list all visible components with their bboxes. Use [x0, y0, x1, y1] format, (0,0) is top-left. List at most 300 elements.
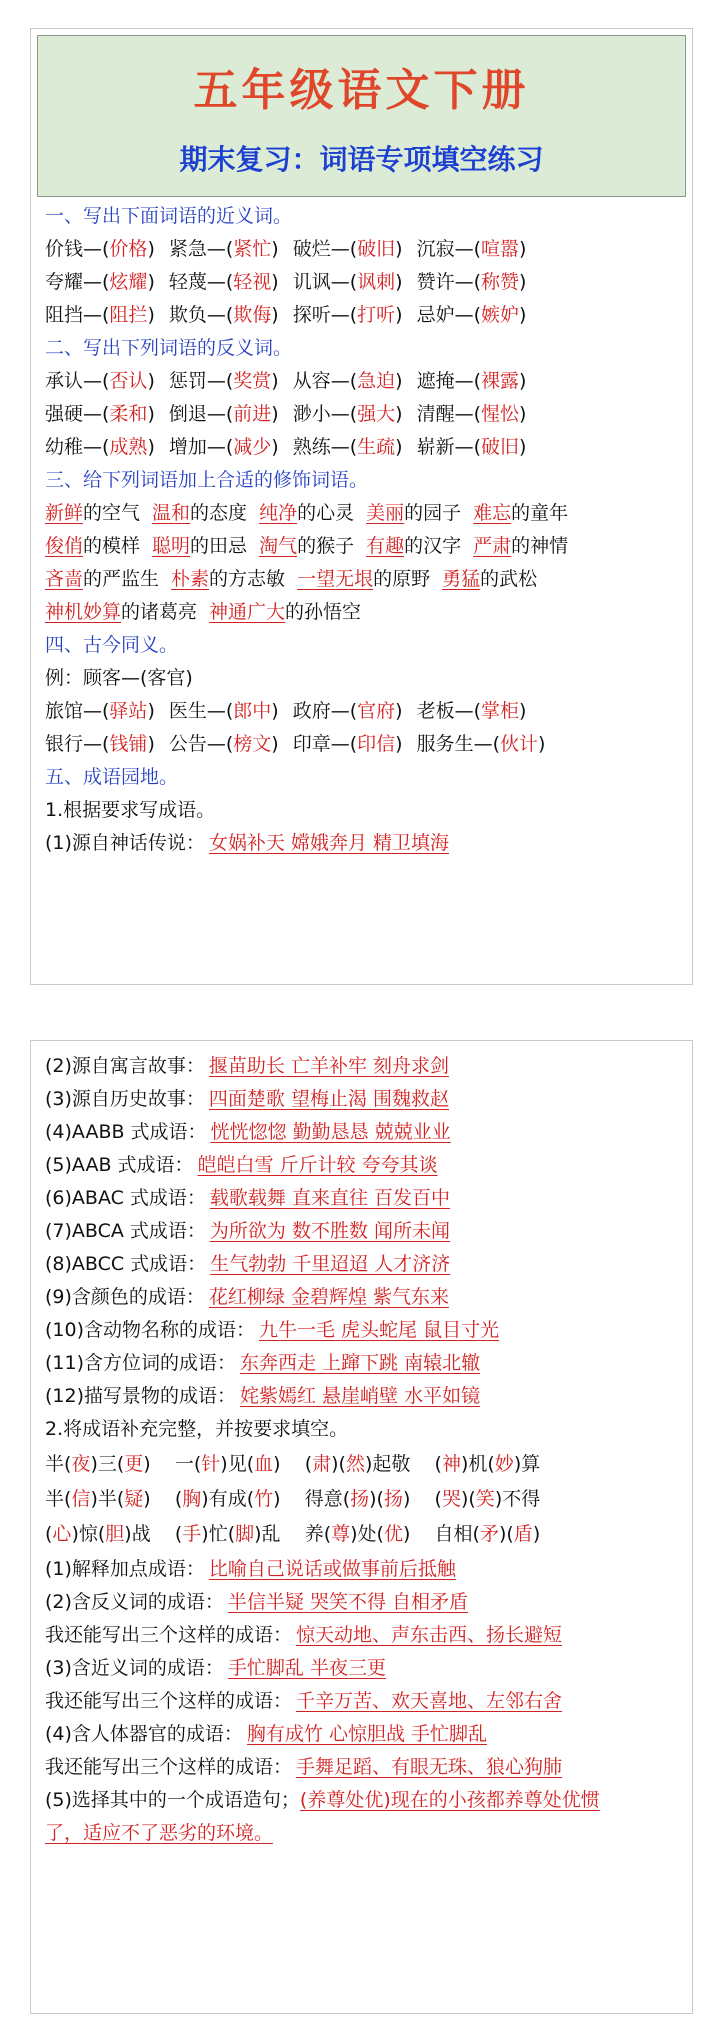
word-prompt: 忌妒—(: [416, 304, 481, 326]
paren-close: ): [519, 403, 527, 425]
paren-close: ): [271, 370, 279, 392]
word-pair: [293, 300, 403, 330]
idiom-answer: 东奔西走 上蹿下跳 南辕北辙: [240, 1352, 481, 1374]
answer-word: 钱铺: [109, 733, 148, 755]
modifier-answer: 神机妙算: [45, 601, 122, 623]
word-prompt: 紧急—(: [168, 238, 234, 260]
ancient-modern-row: [45, 696, 684, 726]
noun-phrase: 的诸葛亮: [121, 601, 198, 623]
question-label: (1)解释加点成语：: [45, 1558, 205, 1580]
noun-phrase: 的武松: [480, 568, 538, 590]
filled-char: 针: [201, 1453, 221, 1475]
paren-close: ): [147, 238, 155, 260]
modifier-phrase: [297, 564, 430, 594]
question-label: (1)源自神话传说：: [45, 832, 205, 854]
idiom-part: ) (: [273, 1453, 313, 1475]
idiom-part: )乱 养(: [254, 1523, 332, 1545]
noun-phrase: 的田忌: [190, 535, 248, 557]
modifier-phrase: [45, 597, 197, 627]
synonym-row: [45, 267, 684, 297]
question-label: (5)AAB 式成语：: [45, 1154, 194, 1176]
paren-close: ): [147, 403, 155, 425]
filled-char: 盾: [513, 1523, 533, 1545]
word-pair: [169, 300, 279, 330]
idiom-question: [45, 1051, 684, 1081]
modifier-answer: 勇猛: [442, 568, 481, 590]
qa-answer: 半信半疑 哭笑不得 自相矛盾: [227, 1591, 469, 1613]
modifier-phrase: [152, 531, 247, 561]
modifier-phrase: [259, 531, 354, 561]
word-pair: [169, 696, 279, 726]
idiom-part: )(: [498, 1523, 514, 1545]
sentence-question: [45, 1785, 684, 1815]
idiom-question: [45, 1216, 684, 1246]
word-prompt: 阻挡—(: [45, 304, 110, 326]
paren-close: ): [395, 304, 403, 326]
answer-word: 官府: [357, 700, 396, 722]
antonym-row: [45, 432, 684, 462]
word-pair: [293, 366, 403, 396]
section-heading-4: [45, 630, 684, 660]
answer-word: 否认: [109, 370, 148, 392]
question-label: (9)含颜色的成语：: [45, 1286, 205, 1308]
word-prompt: 旅馆—(: [45, 700, 110, 722]
noun-phrase: 的心灵: [297, 502, 355, 524]
word-pair: [417, 696, 527, 726]
idiom-part: ) (: [402, 1488, 442, 1510]
idiom-qa: [45, 1620, 684, 1650]
noun-phrase: 的园子: [404, 502, 462, 524]
idiom-answer: 花红柳绿 金碧辉煌 紫气东来: [208, 1286, 450, 1308]
word-pair: [293, 267, 403, 297]
modifier-phrase: [259, 498, 354, 528]
word-pair: [417, 399, 527, 429]
answer-word: 讽刺: [357, 271, 396, 293]
modifier-answer: 有趣: [366, 535, 405, 557]
idiom-part: ) 得意(: [273, 1488, 351, 1510]
ancient-modern-row: [45, 729, 684, 759]
word-prompt: 公告—(: [168, 733, 234, 755]
word-pair: [45, 267, 155, 297]
idiom-answer: 揠苗助长 亡羊补牢 刻舟求剑: [208, 1055, 450, 1077]
answer-word: 称赞: [481, 271, 520, 293]
modifier-phrase: [45, 531, 140, 561]
idiom-part: )忙(: [201, 1523, 236, 1545]
synonym-row: [45, 234, 684, 264]
word-pair: [45, 234, 155, 264]
answer-word: 掌柜: [481, 700, 520, 722]
modifier-answer: 纯净: [259, 502, 298, 524]
question-label: 我还能写出三个这样的成语：: [45, 1756, 293, 1778]
noun-phrase: 的孙悟空: [285, 601, 362, 623]
paren-close: ): [147, 436, 155, 458]
word-pair: [293, 432, 403, 462]
word-pair: [169, 729, 279, 759]
idiom-qa: [45, 1653, 684, 1683]
paren-close: ): [395, 403, 403, 425]
filled-char: 更: [124, 1453, 144, 1475]
paren-close: ): [519, 370, 527, 392]
word-pair: [417, 729, 546, 759]
modifier-answer: 神通广大: [209, 601, 286, 623]
paren-close: ): [395, 700, 403, 722]
modifier-phrase: [473, 498, 568, 528]
modifier-phrase: [366, 498, 461, 528]
idiom-answer: 四面楚歌 望梅止渴 围魏救赵: [208, 1088, 450, 1110]
question-label: (7)ABCA 式成语：: [45, 1220, 206, 1242]
idiom-part: )(: [460, 1488, 476, 1510]
page-title: 五年级语文下册: [193, 65, 530, 116]
modifier-phrase: [366, 531, 461, 561]
idiom-fill-row: [45, 1519, 684, 1549]
word-pair: [169, 267, 279, 297]
idiom-part: )处(: [350, 1523, 384, 1545]
word-prompt: 倒退—(: [168, 403, 234, 425]
idiom-answer: 生气勃勃 千里迢迢 人才济济: [210, 1253, 451, 1275]
answer-word: 急迫: [357, 370, 396, 392]
title-banner: [37, 35, 686, 197]
answer-word: 成熟: [109, 436, 148, 458]
word-pair: [45, 300, 155, 330]
answer-word: 打听: [357, 304, 396, 326]
idiom-part: )(: [369, 1488, 384, 1510]
question-label: (5)选择其中的一个成语造句；: [45, 1789, 300, 1811]
modifier-answer: 淘气: [259, 535, 298, 557]
modifier-answer: 聪明: [152, 535, 191, 557]
modifier-phrase: [45, 498, 140, 528]
word-prompt: 清醒—(: [416, 403, 481, 425]
idiom-question: [45, 1315, 684, 1345]
question-label: (2)含反义词的成语：: [45, 1591, 224, 1613]
word-pair: [169, 234, 279, 264]
modifier-phrase: [473, 531, 568, 561]
paren-close: ): [271, 403, 279, 425]
answer-word: 印信: [357, 733, 396, 755]
word-pair: [169, 366, 279, 396]
paren-close: ): [271, 436, 279, 458]
modifier-phrase: [45, 564, 159, 594]
qa-answer: 胸有成竹 心惊胆战 手忙脚乱: [246, 1723, 488, 1745]
word-prompt: 从容—(: [292, 370, 358, 392]
filled-char: 笑: [475, 1488, 495, 1510]
filled-char: 尊: [331, 1523, 351, 1545]
paren-close: ): [147, 370, 155, 392]
filled-char: 优: [383, 1523, 403, 1545]
word-pair: [169, 432, 279, 462]
idiom-question: [45, 1282, 684, 1312]
question-label: (10)含动物名称的成语：: [45, 1319, 256, 1341]
idiom-question: [45, 828, 684, 858]
filled-char: 然: [345, 1453, 365, 1475]
idiom-part: )有成(: [201, 1488, 255, 1510]
filled-char: 神: [441, 1453, 461, 1475]
word-prompt: 服务生—(: [416, 733, 500, 755]
noun-phrase: 的神情: [511, 535, 569, 557]
modifier-answer: 严肃: [473, 535, 512, 557]
word-prompt: 熟练—(: [292, 436, 358, 458]
idiom-part: ) 自相(: [402, 1523, 480, 1545]
question-label: 我还能写出三个这样的成语：: [45, 1690, 293, 1712]
paren-close: ): [271, 271, 279, 293]
paren-close: ): [538, 733, 546, 755]
answer-word: 惺忪: [481, 403, 520, 425]
idiom-part: 半(: [45, 1453, 72, 1475]
filled-char: 信: [71, 1488, 91, 1510]
word-prompt: 医生—(: [168, 700, 234, 722]
idiom-answer: 九牛一毛 虎头蛇尾 鼠目寸光: [259, 1319, 500, 1341]
idiom-part: )不得: [494, 1488, 541, 1510]
word-pair: [293, 399, 403, 429]
idiom-answer: 皑皑白雪 斤斤计较 夸夸其谈: [197, 1154, 438, 1176]
paren-close: ): [395, 271, 403, 293]
answer-word: 喧嚣: [481, 238, 520, 260]
modifier-phrase: [209, 597, 361, 627]
section-title: 一、写出下面词语的近义词。: [45, 205, 293, 227]
paren-close: ): [147, 700, 155, 722]
paren-close: ): [519, 304, 527, 326]
idiom-question: [45, 1117, 684, 1147]
idiom-qa: [45, 1587, 684, 1617]
answer-word: 轻视: [233, 271, 272, 293]
filled-char: 哭: [441, 1488, 461, 1510]
modifier-answer: 温和: [152, 502, 191, 524]
word-prompt: 夸耀—(: [45, 271, 110, 293]
modifier-row: [45, 531, 684, 561]
noun-phrase: 的态度: [190, 502, 248, 524]
idiom-qa: [45, 1719, 684, 1749]
answer-word: 柔和: [109, 403, 148, 425]
antonym-row: [45, 399, 684, 429]
modifier-answer: 朴素: [171, 568, 210, 590]
word-pair: [45, 729, 155, 759]
paren-close: ): [271, 700, 279, 722]
question-label: (3)含近义词的成语：: [45, 1657, 224, 1679]
question-label: (2)源自寓言故事：: [45, 1055, 205, 1077]
idiom-part: )机(: [460, 1453, 495, 1475]
answer-word: 前进: [233, 403, 272, 425]
idiom-part: )惊(: [71, 1523, 106, 1545]
qa-answer: 手忙脚乱 半夜三更: [227, 1657, 386, 1679]
word-pair: [417, 267, 527, 297]
word-pair: [45, 366, 155, 396]
modifier-answer: 俊俏: [45, 535, 84, 557]
answer-word: 生疏: [357, 436, 396, 458]
idiom-part: ) (: [143, 1488, 183, 1510]
word-prompt: 探听—(: [292, 304, 358, 326]
modifier-phrase: [152, 498, 247, 528]
idiom-answer: 姹紫嫣红 悬崖峭壁 水平如镜: [240, 1385, 481, 1407]
noun-phrase: 的童年: [511, 502, 569, 524]
idiom-question: [45, 1150, 684, 1180]
paren-close: ): [519, 271, 527, 293]
paren-close: ): [271, 733, 279, 755]
idiom-qa: [45, 1554, 684, 1584]
filled-char: 疑: [124, 1488, 144, 1510]
word-prompt: 沉寂—(: [416, 238, 481, 260]
filled-char: 竹: [254, 1488, 274, 1510]
idiom-answer: 载歌载舞 直来直往 百发百中: [209, 1187, 451, 1209]
word-pair: [45, 399, 155, 429]
answer-word: 价格: [109, 238, 148, 260]
modifier-phrase: [171, 564, 285, 594]
idiom-qa: [45, 1752, 684, 1782]
subsection-1: [45, 795, 684, 825]
idiom-fill-row: [45, 1484, 684, 1514]
paren-close: ): [271, 238, 279, 260]
paren-close: ): [395, 238, 403, 260]
modifier-answer: 一望无垠: [297, 568, 374, 590]
answer-word: 破旧: [357, 238, 396, 260]
word-prompt: 渺小—(: [292, 403, 358, 425]
question-label: (6)ABAC 式成语：: [45, 1187, 206, 1209]
paren-close: ): [147, 271, 155, 293]
idiom-question: [45, 1381, 684, 1411]
idiom-part: )算: [513, 1453, 541, 1475]
filled-char: 矛: [479, 1523, 499, 1545]
noun-phrase: 的严监生: [83, 568, 160, 590]
question-label: (11)含方位词的成语：: [45, 1352, 237, 1374]
word-prompt: 惩罚—(: [168, 370, 234, 392]
idiom-part: )战 (: [124, 1523, 183, 1545]
section-heading-2: [45, 333, 684, 363]
answer-word: 炫耀: [109, 271, 148, 293]
idiom-question: [45, 1084, 684, 1114]
answer-word: 强大: [357, 403, 396, 425]
paren-close: ): [519, 238, 527, 260]
antonym-row: [45, 366, 684, 396]
modifier-row: [45, 564, 684, 594]
word-prompt: 增加—(: [168, 436, 234, 458]
idiom-answer: 女娲补天 嫦娥奔月 精卫填海: [208, 832, 450, 854]
answer-word: 欺侮: [233, 304, 272, 326]
paren-close: ): [147, 304, 155, 326]
word-pair: [293, 696, 403, 726]
filled-char: 胆: [105, 1523, 125, 1545]
word-prompt: 幼稚—(: [45, 436, 110, 458]
qa-answer: 千辛万苦、欢天喜地、左邻右舍: [296, 1690, 563, 1712]
sentence-answer: (养尊处优)现在的小孩都养尊处优惯: [299, 1789, 600, 1811]
idiom-part: )(: [331, 1453, 346, 1475]
word-prompt: 轻蔑—(: [168, 271, 234, 293]
qa-answer: 惊天动地、声东击西、扬长避短: [296, 1624, 563, 1646]
answer-word: 减少: [233, 436, 272, 458]
answer-word: 破旧: [481, 436, 520, 458]
word-prompt: 赞许—(: [416, 271, 481, 293]
noun-phrase: 的猴子: [297, 535, 355, 557]
question-label: 我还能写出三个这样的成语：: [45, 1624, 293, 1646]
idiom-part: 半(: [45, 1488, 72, 1510]
section-title: 四、古今同义。: [45, 634, 179, 656]
idiom-part: )三(: [90, 1453, 125, 1475]
modifier-phrase: [442, 564, 537, 594]
paren-close: ): [395, 370, 403, 392]
question-label: (4)含人体器官的成语：: [45, 1723, 243, 1745]
section-title: 三、给下列词语加上合适的修饰词语。: [45, 469, 369, 491]
word-prompt: 崭新—(: [416, 436, 481, 458]
word-pair: [293, 234, 403, 264]
filled-char: 心: [52, 1523, 72, 1545]
paren-close: ): [519, 436, 527, 458]
modifier-answer: 吝啬: [45, 568, 84, 590]
word-pair: [417, 366, 527, 396]
answer-word: 伙计: [500, 733, 539, 755]
answer-word: 驿站: [109, 700, 148, 722]
section-heading-1: [45, 201, 684, 231]
answer-word: 裸露: [481, 370, 520, 392]
word-prompt: 银行—(: [45, 733, 110, 755]
example-line: [45, 663, 684, 693]
word-prompt: 政府—(: [292, 700, 358, 722]
sentence-answer-cont: 了，适应不了恶劣的环境。: [45, 1822, 274, 1844]
qa-answer: 比喻自己说话或做事前后抵触: [208, 1558, 456, 1580]
filled-char: 妙: [494, 1453, 514, 1475]
filled-char: 胸: [182, 1488, 202, 1510]
worksheet-card-2: [30, 1040, 693, 2014]
idiom-part: ): [532, 1523, 541, 1545]
paren-close: ): [147, 733, 155, 755]
idiom-part: )半(: [90, 1488, 125, 1510]
idiom-question: [45, 1348, 684, 1378]
modifier-row: [45, 597, 684, 627]
answer-word: 阻拦: [109, 304, 148, 326]
word-prompt: 印章—(: [292, 733, 358, 755]
example-text: 例：顾客—(客官): [45, 667, 193, 689]
noun-phrase: 的原野: [373, 568, 431, 590]
modifier-answer: 新鲜: [45, 502, 84, 524]
filled-char: 扬: [383, 1488, 403, 1510]
question-label: (3)源自历史故事：: [45, 1088, 205, 1110]
subsection-2: [45, 1414, 684, 1444]
answer-word: 奖赏: [233, 370, 272, 392]
noun-phrase: 的汉字: [404, 535, 462, 557]
filled-char: 血: [254, 1453, 274, 1475]
modifier-row: [45, 498, 684, 528]
section-title: 五、成语园地。: [45, 766, 179, 788]
word-pair: [417, 234, 527, 264]
qa-answer: 手舞足蹈、有眼无珠、狼心狗肺: [296, 1756, 563, 1778]
word-prompt: 讥讽—(: [292, 271, 358, 293]
question-label: (4)AABB 式成语：: [45, 1121, 207, 1143]
subsection-title: 1.根据要求写成语。: [45, 799, 216, 821]
idiom-answer: 为所欲为 数不胜数 闻所未闻: [209, 1220, 451, 1242]
idiom-question: [45, 1183, 684, 1213]
paren-close: ): [395, 733, 403, 755]
paren-close: ): [271, 304, 279, 326]
word-prompt: 强硬—(: [45, 403, 110, 425]
filled-char: 扬: [350, 1488, 370, 1510]
modifier-answer: 难忘: [473, 502, 512, 524]
word-prompt: 老板—(: [416, 700, 481, 722]
idiom-part: (: [45, 1523, 53, 1545]
word-prompt: 欺负—(: [168, 304, 234, 326]
answer-word: 紧忙: [233, 238, 272, 260]
word-prompt: 破烂—(: [292, 238, 358, 260]
section-heading-5: [45, 762, 684, 792]
word-prompt: 承认—(: [45, 370, 110, 392]
word-pair: [169, 399, 279, 429]
idiom-answer: 恍恍惚惚 勤勤恳恳 兢兢业业: [210, 1121, 451, 1143]
idiom-question: [45, 1249, 684, 1279]
filled-char: 脚: [235, 1523, 255, 1545]
paren-close: ): [395, 436, 403, 458]
word-pair: [45, 696, 155, 726]
filled-char: 手: [182, 1523, 202, 1545]
page-subtitle: 期末复习：词语专项填空练习: [179, 143, 544, 176]
answer-word: 郎中: [233, 700, 272, 722]
word-pair: [417, 300, 527, 330]
synonym-row: [45, 300, 684, 330]
word-prompt: 价钱—(: [45, 238, 110, 260]
